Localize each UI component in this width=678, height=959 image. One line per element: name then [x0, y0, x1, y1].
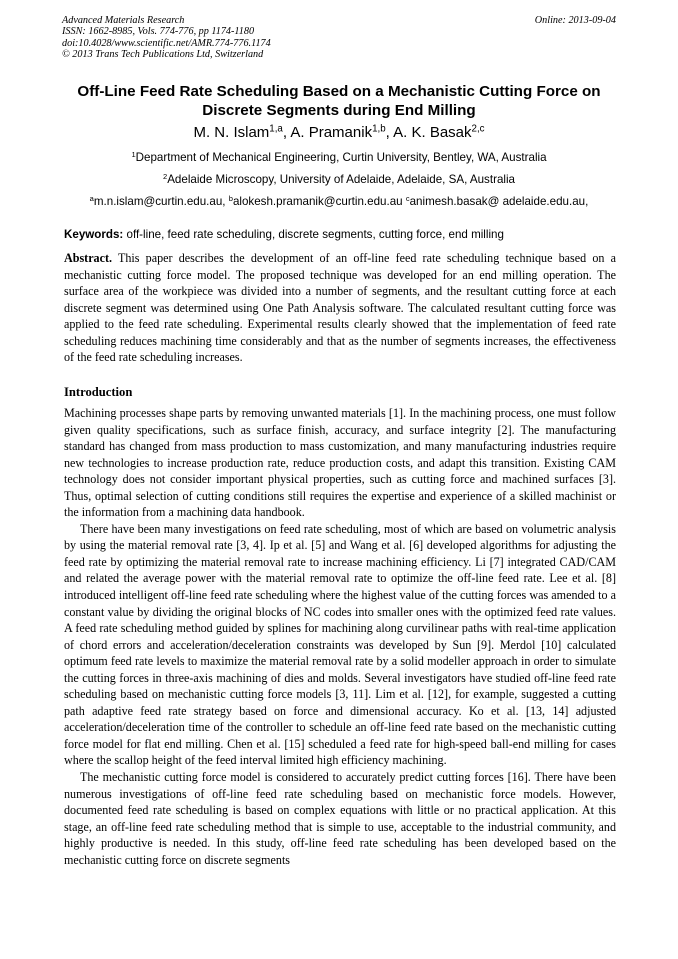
email-address: alokesh.pramanik@curtin.edu.au	[232, 195, 406, 208]
paragraph: The mechanistic cutting force model is considered to accurately predict cutting forces [16]. There have been numerous investigations of off-line feed rate scheduling based on mechanistic force models. However, documented feed rate scheduling is based on complex equations with little or no practical application. At this stage, an off-line feed rate scheduling method that is simple to use, acceptable to the industrial community, and highly productive is needed. In this study, off-line feed rate scheduling has been developed based on the mechanistic cutting force on discrete segments	[64, 770, 616, 867]
section-heading-introduction: Introduction	[64, 385, 133, 399]
introduction-body	[64, 405, 616, 868]
author-name: A. K. Basak	[393, 124, 472, 141]
keywords	[64, 228, 616, 242]
email-address: animesh.basak@ adelaide.edu.au,	[409, 195, 589, 208]
author-superscript: 2,c	[471, 123, 485, 135]
author-separator: ,	[282, 124, 291, 141]
journal-header	[62, 15, 616, 61]
copyright-line: © 2013 Trans Tech Publications Ltd, Switzerland	[62, 49, 264, 61]
author-separator: ,	[385, 124, 394, 141]
email-superscript: a	[89, 193, 94, 203]
affiliation-2	[40, 173, 638, 187]
email-superscript: c	[405, 193, 410, 203]
abstract	[64, 250, 616, 366]
journal-name: Advanced Materials Research	[62, 15, 185, 26]
email-line	[40, 195, 638, 209]
affiliation-1	[40, 151, 638, 165]
email-superscript: b	[228, 193, 233, 203]
issn-line: ISSN: 1662-8985, Vols. 774-776, pp 1174-1180	[62, 26, 255, 38]
affiliation-text: Department of Mechanical Engineering, Curtin University, Bentley, WA, Australia	[135, 151, 547, 164]
author-name: A. Pramanik	[290, 124, 373, 141]
affiliation-superscript: 2	[163, 171, 168, 181]
author-name: M. N. Islam	[193, 124, 270, 141]
keywords-label: Keywords:	[64, 228, 124, 241]
abstract-text: This paper describes the development of an off-line feed rate scheduling technique based on a mechanistic cutting force model. The proposed technique was developed for an end milling operation. The surface area of the workpiece was divided into a number of segments, and the resultant cutting force at each discrete segment was determined using One Path Analysis software. The calculated resultant cutting force was applied to the feed rate scheduling. Experimental results clearly showed that the implementation of feed rate scheduling reduces machining time considerably and that as the number of segments increases, the effectiveness of the feed rate scheduling increases.	[64, 251, 616, 365]
online-date: Online: 2013-09-04	[534, 15, 616, 26]
paragraph: There have been many investigations on feed rate scheduling, most of which are based on volumetric analysis by using the material removal rate [3, 4]. Ip et al. [5] and Wang et al. [6] developed algorithms for adjusting the feed rate by optimizing the material removal rate to increase machining efficiency. Li [7] integrated CAD/CAM and related the average power with the material removal rate to optimize the off-line feed rate. Lee et al. [8] introduced intelligent off-line feed rate scheduling where the highest value of the cutting forces was amended to a constant value by dividing the original blocks of NC codes into smaller ones with the optimized feed rate values. A feed rate scheduling method guided by splines for machining along curvilinear paths with real-time application of chord errors and acceleration/deceleration constraints was developed by Sun [9]. Merdol [10] calculated optimum feed rate levels to maximize the material removal rate by a solid modeller approach in order to simulate the cutting forces in three-axis machining of dies and molds. Several investigators have studied off-line feed rate scheduling based on mechanistic cutting force models [3, 11]. Lim et al. [12], for example, suggested a cutting path adaptive feed rate strategy based on force and dimensional accuracy. Ko et al. [13, 14] adjusted acceleration/deceleration time of the controller to schedule an off-line feed rate based on the mechanistic cutting force model for flat end milling. Chen et al. [15] scheduled a feed rate for high-speed ball-end milling for cases where the scallop height of the feed interval limited high efficiency machining.	[64, 521, 616, 768]
author-list	[56, 124, 622, 142]
paragraph: Machining processes shape parts by removing unwanted materials [1]. In the machining process, one must follow given quality specifications, such as surface finish, accuracy, and surface integrity [2]. The manufacturing standard has changed from mass production to mass customization, and many manufacturing industries require new technologies to increase production rate, reduce production costs, and adapt this transition. Existing CAM technology does not consider important physical properties, such as cutting force and machined surfaces [3]. Thus, optimal selection of cutting conditions still requires the expertise and experience of a skilled machinist or the information from a machining data handbook.	[64, 406, 616, 520]
author-superscript: 1,a	[269, 123, 283, 135]
paper-title: Off-Line Feed Rate Scheduling Based on a Mechanistic Cutting Force on Discrete Segments during End Milling	[77, 83, 601, 119]
affiliation-superscript: 1	[131, 149, 136, 159]
abstract-label: Abstract.	[64, 251, 113, 265]
affiliation-text: Adelaide Microscopy, University of Adelaide, Adelaide, SA, Australia	[167, 173, 515, 186]
email-address: m.n.islam@curtin.edu.au,	[93, 195, 229, 208]
doi-line: doi:10.4028/www.scientific.net/AMR.774-776.1174	[62, 37, 271, 49]
keywords-text: off-line, feed rate scheduling, discrete segments, cutting force, end milling	[123, 228, 504, 241]
author-superscript: 1,b	[372, 123, 386, 135]
